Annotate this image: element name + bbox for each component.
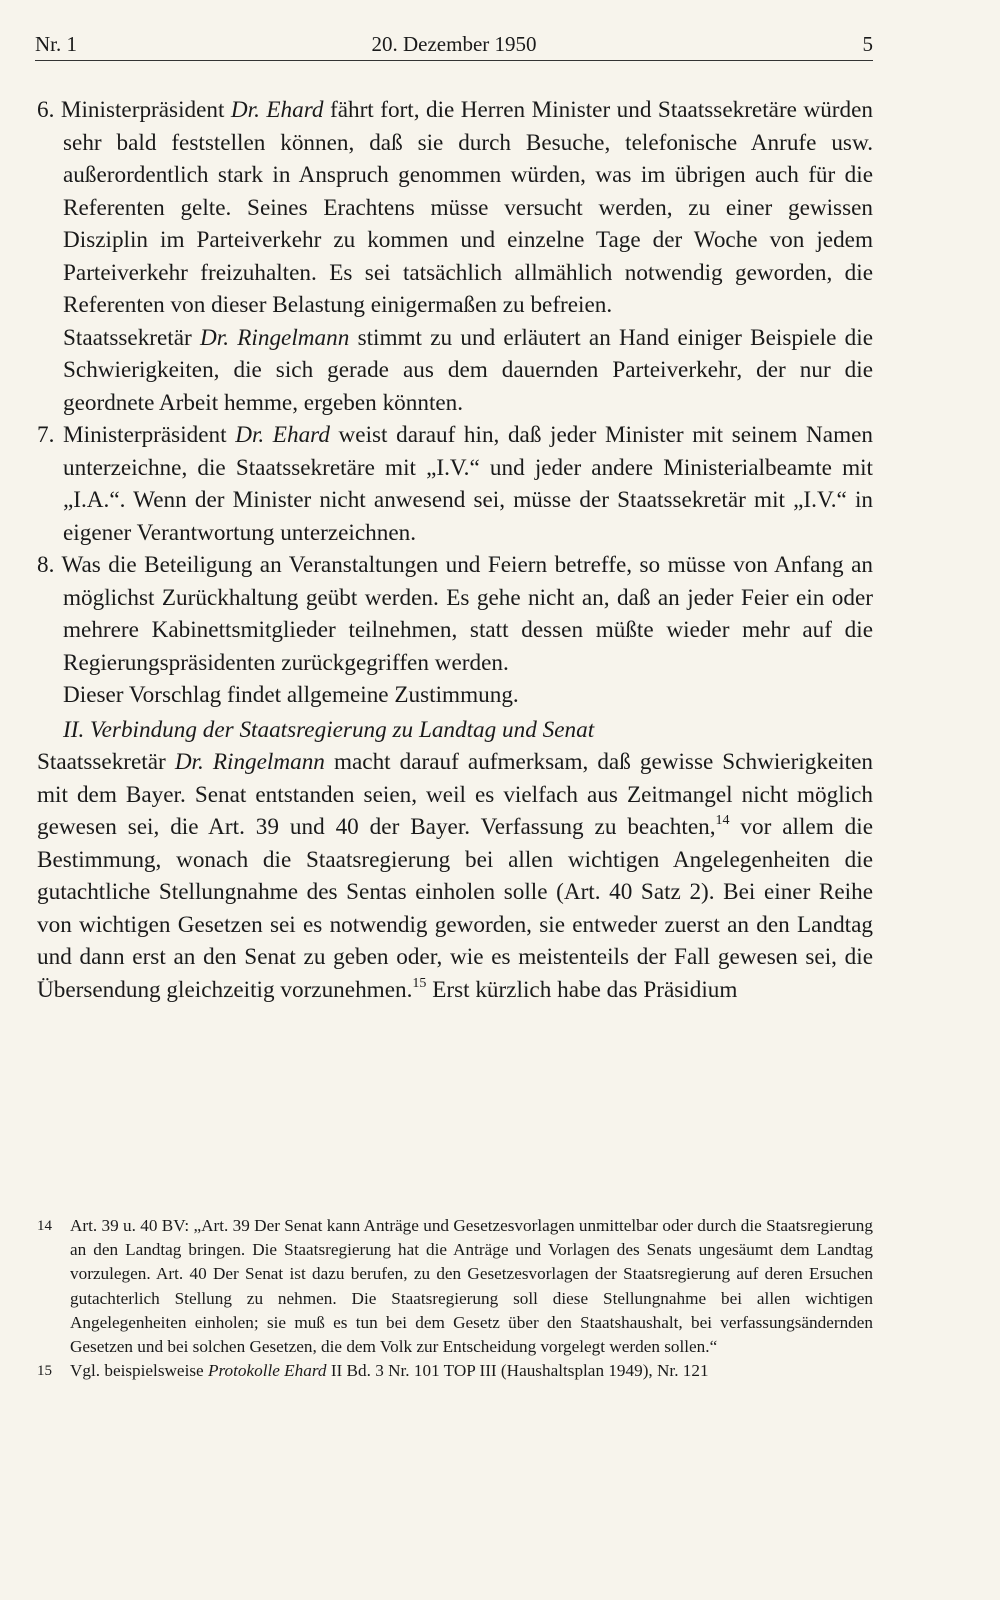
footnote-14 (37, 1214, 873, 1359)
paragraph-item-6: 6. Ministerpräsident Dr. Ehard fährt fort, die Herren Minister und Staatssekretäre würden sehr bald feststellen können, daß sie durch Besuche, telefonische Anrufe usw. außerordentlich stark in Anspruch genommen würden, was im übrigen auch für die Referenten gelte. Seines Erachtens müsse versucht werden, zu einer gewissen Disziplin im Parteiverkehr zu kommen und einzelne Tage der Woche von jedem Parteiverkehr freizuhalten. Es sei tatsächlich allmählich notwendig geworden, die Referenten von dieser Belastung einigermaßen zu befreien. (37, 97, 873, 318)
main-text (37, 94, 873, 1006)
person-name: Dr. Ehard (230, 97, 324, 123)
page-number: 5 (862, 32, 873, 56)
running-header (35, 26, 873, 61)
section-heading: II. Verbindung der Staatsregierung zu Landtag und Senat (63, 716, 595, 743)
footnote-ref-14[interactable]: 14 (715, 813, 730, 829)
person-name: Dr. Ehard (235, 422, 330, 448)
document-number: Nr. 1 (35, 32, 77, 56)
footnote-ref-15[interactable]: 15 (412, 975, 427, 991)
footnote-15: 15 Vgl. beispielsweise Protokolle Ehard II Bd. 3 Nr. 101 TOP III (Haushaltsplan 1949), Nr. 121 (37, 1359, 873, 1383)
paragraph-item-8: 8. Was die Beteiligung an Veranstaltungen und Feiern betreffe, so müsse von Anfang an möglichst Zurückhaltung geübt werden. Es gehe nicht an, daß an jeder Feier ein oder mehrere Kabinettsmitglieder teilnehmen, statt dessen müßte wieder mehr auf die Regierungspräsidenten zurückgegriffen werden. (37, 552, 873, 676)
paragraph-agreement: Dieser Vorschlag findet allgemeine Zustimmung. (63, 682, 519, 708)
footnotes (37, 1214, 873, 1383)
paragraph-senate: Staatssekretär Dr. Ringelmann macht darauf aufmerksam, daß gewisse Schwierigkeiten mit dem Bayer. Senat entstanden seien, weil es vielfach aus Zeitmangel nicht möglich gewesen sei, die Art. 39 und 40 der Bayer. Verfassung zu beachten,$^{14}$ vor allem die Bestimmung, wonach die Staatsregierung bei allen wichtigen Angelegenheiten die gutachtliche Stellungnahme des Sentas einholen solle (Art. 40 Satz 2). Bei einer Reihe von wichtigen Gesetzen sei es notwendig geworden, sie entweder zuerst an den Landtag und dann erst an den Senat zu geben oder, wie es meistenteils der Fall gewesen sei, die Übersendung gleichzeitig vorzunehmen.$^{15}$ Erst kürzlich habe das Präsidium (37, 749, 873, 1003)
session-date: 20. Dezember 1950 (371, 32, 537, 56)
paragraph-item-7: 7. Ministerpräsident Dr. Ehard weist darauf hin, daß jeder Minister mit seinem Namen unterzeichne, die Staatssekretäre mit „I.V.“ und jeder andere Ministerialbeamte mit „I.A.“. Wenn der Minister nicht anwesend sei, müsse der Staatssekretär mit „I.V.“ in eigener Verantwortung unterzeichnen. (37, 422, 873, 546)
person-name: Dr. Ringelmann (200, 324, 350, 351)
footnote-marker: 15 (37, 1363, 52, 1380)
footnote-marker: 14 (37, 1218, 52, 1234)
footnote-text: Art. 39 u. 40 BV: „Art. 39 Der Senat kann Anträge und Gesetzesvorlagen unmittelbar oder durch die Staatsregierung an den Landtag bringen. Die Staatsregierung hat die Anträge und Vorlagen des Senats ungesäumt dem Landtag vorzulegen. Art. 40 Der Senat ist dazu berufen, zu den Gesetzesvorlagen der Staatsregierung auf deren Ersuchen gutachterlich Stellung zu nehmen. Die Staatsregierung soll diese Stellungnahme bei allen wichtigen Angelegenheiten einholen; sie muß es tun bei dem Gesetz über den Staatshaushalt, bei verfassungsändernden Gesetzen und bei solchen Gesetzen, die dem Volk zur Entscheidung vorgelegt werden sollen.“ (70, 1216, 873, 1357)
person-name: Dr. Ringelmann (174, 749, 325, 775)
source-title: Protokolle Ehard (207, 1361, 327, 1381)
paragraph-ringelmann-reply: Staatssekretär Dr. Ringelmann stimmt zu und erläutert an Hand einiger Beispiele die Schwierigkeiten, die sich gerade aus dem dauernden Parteiverkehr, der nur die geordnete Arbeit hemme, ergeben könnten. (63, 324, 873, 416)
